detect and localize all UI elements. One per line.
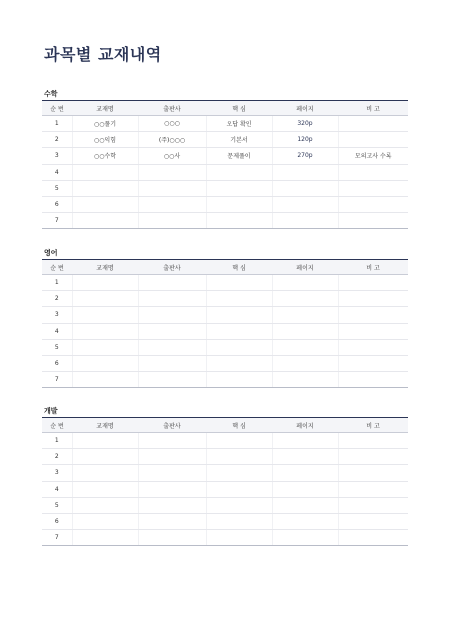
cell-no: 5 — [42, 497, 72, 513]
table-row — [42, 433, 408, 449]
textbook-table — [42, 100, 408, 229]
cell-no: 4 — [42, 323, 72, 339]
cell-core — [206, 307, 272, 323]
cell-no: 7 — [42, 213, 72, 229]
header-pages: 페이지 — [272, 260, 338, 275]
cell-book — [72, 323, 138, 339]
header-book: 교재명 — [72, 418, 138, 433]
section-development — [42, 405, 408, 546]
cell-note — [338, 164, 408, 180]
cell-pages — [272, 164, 338, 180]
cell-no: 7 — [42, 372, 72, 388]
table-row — [42, 449, 408, 465]
cell-note — [338, 465, 408, 481]
page-title: 과목별 교재내역 — [44, 45, 162, 64]
cell-no: 2 — [42, 291, 72, 307]
cell-book — [72, 530, 138, 546]
cell-core — [206, 213, 272, 229]
textbook-table — [42, 417, 408, 546]
cell-publisher — [138, 530, 206, 546]
cell-no: 6 — [42, 355, 72, 371]
table-row — [42, 196, 408, 212]
cell-pages — [272, 307, 338, 323]
cell-no: 2 — [42, 132, 72, 148]
table-row — [42, 481, 408, 497]
header-no: 순 번 — [42, 418, 72, 433]
table-row — [42, 116, 408, 132]
cell-book — [72, 372, 138, 388]
cell-pages — [272, 433, 338, 449]
cell-publisher — [138, 481, 206, 497]
cell-publisher — [138, 513, 206, 529]
header-note: 비 고 — [338, 101, 408, 116]
cell-no: 1 — [42, 433, 72, 449]
table-row — [42, 513, 408, 529]
header-publisher: 출판사 — [138, 101, 206, 116]
table-row — [42, 323, 408, 339]
cell-pages — [272, 530, 338, 546]
cell-core — [206, 180, 272, 196]
section-title: 수학 — [44, 90, 58, 98]
cell-book — [72, 497, 138, 513]
cell-pages — [272, 497, 338, 513]
table-row — [42, 339, 408, 355]
table-row — [42, 213, 408, 229]
cell-core — [206, 275, 272, 291]
cell-publisher — [138, 497, 206, 513]
cell-note — [338, 355, 408, 371]
table-header-row — [42, 418, 408, 433]
cell-pages: 320p — [272, 116, 338, 132]
table-row — [42, 497, 408, 513]
cell-publisher — [138, 339, 206, 355]
cell-book — [72, 465, 138, 481]
cell-pages: 120p — [272, 132, 338, 148]
cell-core — [206, 339, 272, 355]
cell-book — [72, 307, 138, 323]
header-pages: 페이지 — [272, 101, 338, 116]
cell-note — [338, 449, 408, 465]
cell-publisher — [138, 291, 206, 307]
cell-publisher: ○○○ — [138, 116, 206, 132]
cell-pages — [272, 449, 338, 465]
cell-pages — [272, 355, 338, 371]
cell-publisher — [138, 355, 206, 371]
cell-book — [72, 481, 138, 497]
cell-core — [206, 449, 272, 465]
cell-publisher — [138, 164, 206, 180]
cell-pages — [272, 291, 338, 307]
cell-note — [338, 513, 408, 529]
header-no: 순 번 — [42, 260, 72, 275]
cell-book: ○○익힘 — [72, 132, 138, 148]
table-row — [42, 275, 408, 291]
cell-publisher — [138, 213, 206, 229]
header-note: 비 고 — [338, 418, 408, 433]
cell-no: 3 — [42, 148, 72, 164]
cell-book: ○○수학 — [72, 148, 138, 164]
cell-publisher — [138, 372, 206, 388]
cell-pages — [272, 339, 338, 355]
table-row — [42, 465, 408, 481]
cell-pages — [272, 180, 338, 196]
header-publisher: 출판사 — [138, 418, 206, 433]
table-row — [42, 164, 408, 180]
cell-core — [206, 323, 272, 339]
cell-pages — [272, 323, 338, 339]
cell-publisher — [138, 180, 206, 196]
cell-core: 문제풀이 — [206, 148, 272, 164]
cell-publisher — [138, 433, 206, 449]
cell-core — [206, 513, 272, 529]
header-core: 핵 심 — [206, 418, 272, 433]
header-book: 교재명 — [72, 260, 138, 275]
cell-no: 3 — [42, 465, 72, 481]
cell-note — [338, 275, 408, 291]
cell-no: 4 — [42, 164, 72, 180]
cell-core — [206, 465, 272, 481]
cell-pages — [272, 481, 338, 497]
cell-book — [72, 213, 138, 229]
cell-book: ○○풀기 — [72, 116, 138, 132]
cell-note — [338, 180, 408, 196]
table-row — [42, 132, 408, 148]
cell-no: 3 — [42, 307, 72, 323]
table-header-row — [42, 260, 408, 275]
cell-note — [338, 291, 408, 307]
cell-pages — [272, 196, 338, 212]
cell-no: 5 — [42, 339, 72, 355]
cell-note — [338, 323, 408, 339]
header-no: 순 번 — [42, 101, 72, 116]
cell-no: 4 — [42, 481, 72, 497]
cell-core — [206, 433, 272, 449]
cell-core — [206, 196, 272, 212]
section-math — [42, 88, 408, 229]
header-publisher: 출판사 — [138, 260, 206, 275]
cell-publisher — [138, 323, 206, 339]
cell-no: 1 — [42, 116, 72, 132]
cell-no: 6 — [42, 513, 72, 529]
cell-pages — [272, 372, 338, 388]
cell-note — [338, 372, 408, 388]
table-row — [42, 291, 408, 307]
cell-pages — [272, 465, 338, 481]
textbook-table — [42, 259, 408, 388]
table-row — [42, 307, 408, 323]
cell-note — [338, 481, 408, 497]
cell-publisher — [138, 449, 206, 465]
cell-note — [338, 213, 408, 229]
table-header-row — [42, 101, 408, 116]
cell-no: 2 — [42, 449, 72, 465]
cell-book — [72, 164, 138, 180]
cell-publisher — [138, 465, 206, 481]
cell-note — [338, 196, 408, 212]
cell-book — [72, 196, 138, 212]
table-row — [42, 355, 408, 371]
cell-book — [72, 355, 138, 371]
cell-book — [72, 180, 138, 196]
cell-publisher — [138, 307, 206, 323]
cell-core — [206, 164, 272, 180]
cell-pages — [272, 213, 338, 229]
cell-core — [206, 497, 272, 513]
cell-core — [206, 291, 272, 307]
cell-core — [206, 481, 272, 497]
table-row — [42, 530, 408, 546]
cell-pages — [272, 513, 338, 529]
header-note: 비 고 — [338, 260, 408, 275]
cell-no: 1 — [42, 275, 72, 291]
header-core: 핵 심 — [206, 101, 272, 116]
cell-note — [338, 132, 408, 148]
table-row — [42, 180, 408, 196]
header-book: 교재명 — [72, 101, 138, 116]
cell-note — [338, 307, 408, 323]
cell-book — [72, 339, 138, 355]
cell-publisher — [138, 196, 206, 212]
cell-no: 6 — [42, 196, 72, 212]
cell-book — [72, 275, 138, 291]
cell-note — [338, 339, 408, 355]
section-title: 영어 — [44, 249, 58, 257]
cell-publisher: (주)○○○ — [138, 132, 206, 148]
cell-publisher — [138, 275, 206, 291]
cell-book — [72, 291, 138, 307]
cell-no: 7 — [42, 530, 72, 546]
header-core: 핵 심 — [206, 260, 272, 275]
cell-note — [338, 433, 408, 449]
cell-pages — [272, 275, 338, 291]
cell-note — [338, 497, 408, 513]
cell-note — [338, 530, 408, 546]
table-row — [42, 372, 408, 388]
cell-note: 모의고사 수록 — [338, 148, 408, 164]
cell-pages: 270p — [272, 148, 338, 164]
cell-publisher: ○○사 — [138, 148, 206, 164]
section-title: 개발 — [44, 407, 58, 415]
cell-book — [72, 513, 138, 529]
cell-core: 오답 확인 — [206, 116, 272, 132]
cell-no: 5 — [42, 180, 72, 196]
cell-core — [206, 355, 272, 371]
header-pages: 페이지 — [272, 418, 338, 433]
cell-note — [338, 116, 408, 132]
cell-core: 기본서 — [206, 132, 272, 148]
section-english — [42, 247, 408, 388]
cell-core — [206, 530, 272, 546]
cell-book — [72, 449, 138, 465]
table-row — [42, 148, 408, 164]
cell-core — [206, 372, 272, 388]
cell-book — [72, 433, 138, 449]
